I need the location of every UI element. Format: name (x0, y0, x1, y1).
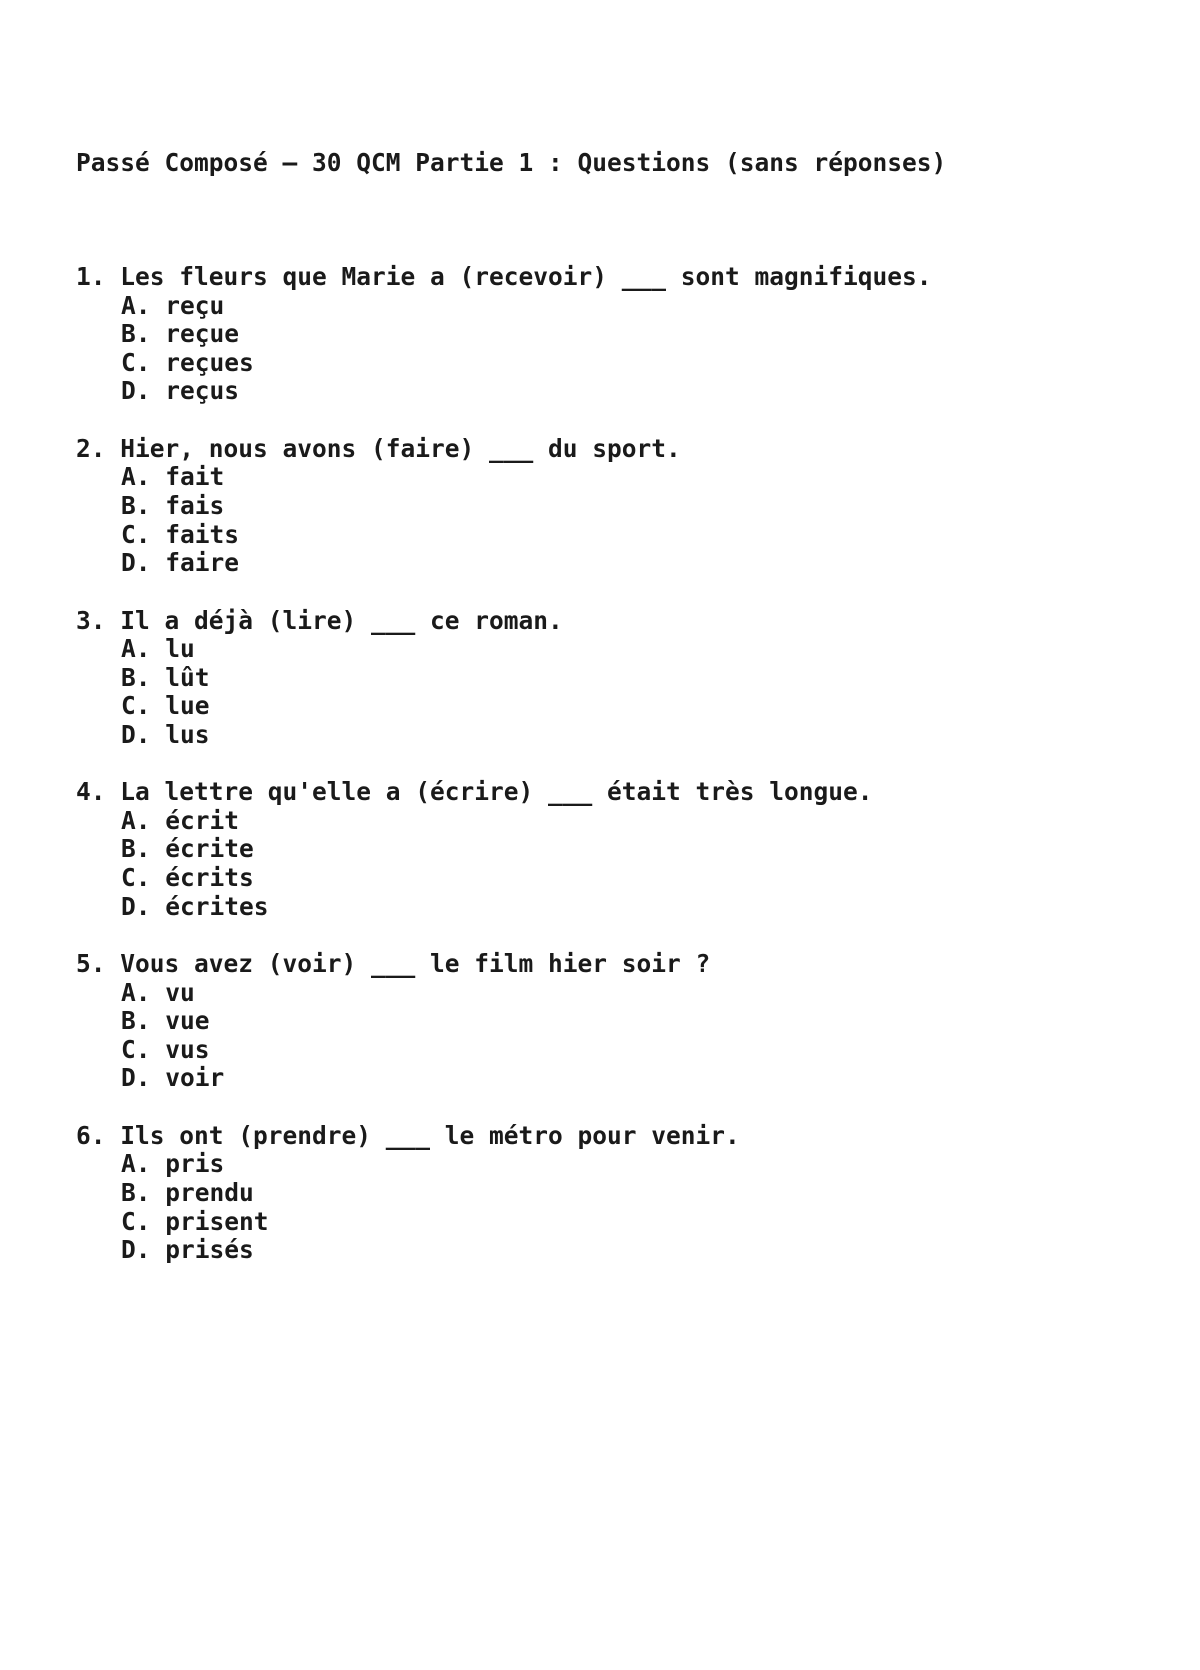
answer-option (76, 1208, 1156, 1237)
option-letter: A. (121, 1149, 151, 1179)
question-number: 1. (76, 261, 106, 291)
question-text: Hier, nous avons (faire) ___ du sport. (120, 433, 681, 463)
option-letter: C. (121, 863, 151, 893)
question-block (76, 1122, 1156, 1265)
document-title: Passé Composé – 30 QCM Partie 1 : Questions (sans réponses) (76, 148, 947, 178)
option-text: fait (165, 462, 225, 492)
answer-option (76, 635, 1156, 664)
question-block (76, 950, 1156, 1093)
option-text: pris (165, 1149, 225, 1179)
option-text: écrit (165, 805, 240, 835)
option-text: voir (165, 1063, 225, 1093)
answer-option (76, 492, 1156, 521)
option-text: reçu (165, 290, 225, 320)
answer-option (76, 292, 1156, 321)
option-text: reçue (165, 319, 240, 349)
answer-option (76, 807, 1156, 836)
question-list (76, 263, 1156, 1265)
answer-option (76, 1064, 1156, 1093)
option-letter: B. (121, 834, 151, 864)
answer-option (76, 521, 1156, 550)
answer-option (76, 692, 1156, 721)
answer-option (76, 1036, 1156, 1065)
option-letter: C. (121, 1034, 151, 1064)
option-text: vus (165, 1034, 210, 1064)
option-text: écrits (165, 863, 254, 893)
option-text: vue (165, 1006, 210, 1036)
option-text: fais (165, 490, 225, 520)
answer-option (76, 1236, 1156, 1265)
option-text: lût (165, 662, 210, 692)
document-page (76, 92, 1156, 1322)
option-letter: C. (121, 1206, 151, 1236)
option-letter: B. (121, 319, 151, 349)
option-text: reçues (165, 347, 254, 377)
answer-option (76, 377, 1156, 406)
option-text: prisent (165, 1206, 269, 1236)
question-line (76, 607, 1156, 636)
option-text: lus (165, 719, 210, 749)
option-letter: A. (121, 977, 151, 1007)
option-letter: D. (121, 719, 151, 749)
option-text: vu (165, 977, 195, 1007)
option-text: prisés (165, 1235, 254, 1265)
option-text: écrites (165, 891, 269, 921)
answer-option (76, 1179, 1156, 1208)
answer-option (76, 1150, 1156, 1179)
answer-option (76, 1007, 1156, 1036)
question-text: Vous avez (voir) ___ le film hier soir ? (120, 949, 711, 979)
question-block (76, 435, 1156, 578)
option-letter: B. (121, 1006, 151, 1036)
question-number: 4. (76, 777, 106, 807)
question-text: Les fleurs que Marie a (recevoir) ___ sont magnifiques. (120, 261, 932, 291)
option-text: faits (165, 519, 240, 549)
option-letter: B. (121, 662, 151, 692)
option-letter: C. (121, 347, 151, 377)
question-line (76, 435, 1156, 464)
option-letter: C. (121, 691, 151, 721)
option-letter: D. (121, 1235, 151, 1265)
option-letter: A. (121, 290, 151, 320)
option-letter: D. (121, 376, 151, 406)
question-line (76, 950, 1156, 979)
question-number: 6. (76, 1120, 106, 1150)
option-text: reçus (165, 376, 240, 406)
option-letter: B. (121, 1177, 151, 1207)
answer-option (76, 549, 1156, 578)
option-text: écrite (165, 834, 254, 864)
question-block (76, 263, 1156, 406)
answer-option (76, 893, 1156, 922)
option-text: lue (165, 691, 210, 721)
answer-option (76, 463, 1156, 492)
answer-option (76, 349, 1156, 378)
option-text: prendu (165, 1177, 254, 1207)
question-line (76, 1122, 1156, 1151)
answer-option (76, 664, 1156, 693)
option-text: faire (165, 548, 240, 578)
question-block (76, 778, 1156, 921)
question-number: 3. (76, 605, 106, 635)
option-letter: D. (121, 548, 151, 578)
question-line (76, 263, 1156, 292)
question-text: Ils ont (prendre) ___ le métro pour venir. (120, 1120, 740, 1150)
option-letter: B. (121, 490, 151, 520)
answer-option (76, 721, 1156, 750)
option-text: lu (165, 634, 195, 664)
option-letter: D. (121, 891, 151, 921)
question-text: Il a déjà (lire) ___ ce roman. (120, 605, 563, 635)
option-letter: A. (121, 462, 151, 492)
answer-option (76, 835, 1156, 864)
answer-option (76, 864, 1156, 893)
answer-option (76, 979, 1156, 1008)
option-letter: A. (121, 634, 151, 664)
answer-option (76, 320, 1156, 349)
option-letter: D. (121, 1063, 151, 1093)
question-line (76, 778, 1156, 807)
option-letter: A. (121, 805, 151, 835)
question-number: 5. (76, 949, 106, 979)
option-letter: C. (121, 519, 151, 549)
question-number: 2. (76, 433, 106, 463)
question-text: La lettre qu'elle a (écrire) ___ était très longue. (120, 777, 873, 807)
question-block (76, 607, 1156, 750)
